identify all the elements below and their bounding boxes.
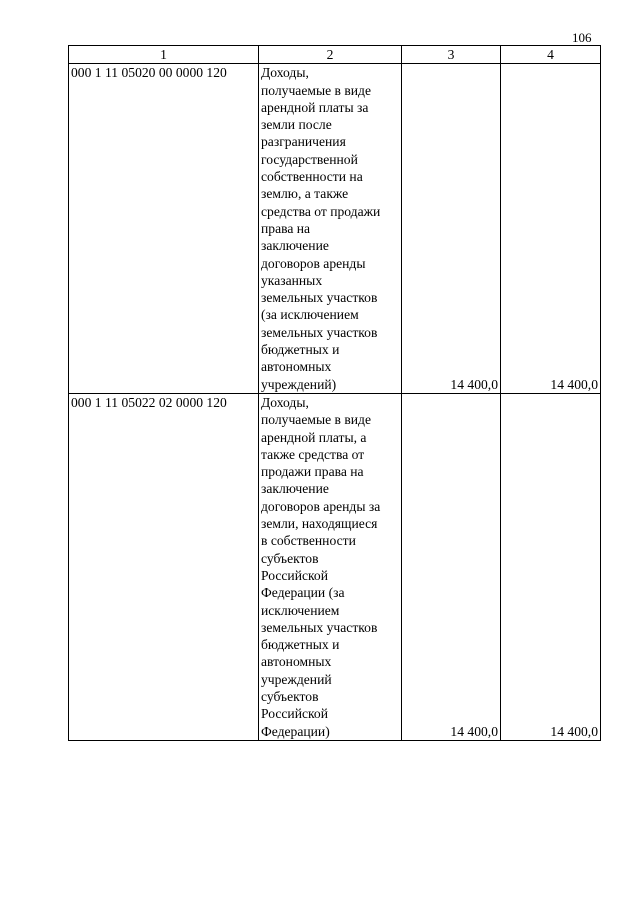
row-name-line: Российской	[261, 567, 328, 583]
row-name-line: субъектов	[261, 688, 319, 704]
column-header-1: 1	[69, 46, 259, 64]
row-name	[259, 393, 402, 740]
row-name-line: разграничения	[261, 134, 346, 150]
row-name	[259, 64, 402, 394]
row-name-line: заключение	[261, 481, 329, 497]
row-value-4: 14 400,0	[501, 393, 601, 740]
row-name-line: указанных	[261, 272, 323, 288]
row-name-line: субъектов	[261, 550, 319, 566]
row-name-line: земли после	[261, 117, 332, 133]
row-name-line: земельных участков	[261, 290, 378, 306]
row-name-line: получаемые в виде	[261, 82, 372, 98]
row-name-line: земельных участков	[261, 324, 378, 340]
page-number: 106	[572, 30, 592, 45]
column-header-2: 2	[259, 46, 402, 64]
row-name-line: земли, находящиеся	[261, 516, 378, 532]
row-name-line: права на	[261, 220, 311, 236]
row-name-line: продажи права на	[261, 464, 364, 480]
row-name-line: Доходы,	[261, 65, 309, 81]
table-body	[69, 64, 601, 741]
row-name-line: бюджетных и	[261, 342, 340, 358]
row-name-line: автономных	[261, 359, 332, 375]
row-name-line: землю, а также	[261, 186, 349, 202]
row-name-line: бюджетных и	[261, 637, 340, 653]
row-name-line: в собственности	[261, 533, 356, 549]
row-name-line: Доходы,	[261, 394, 309, 410]
row-value-4: 14 400,0	[501, 64, 601, 394]
table-row	[69, 64, 601, 394]
row-name-line: арендной платы за	[261, 99, 369, 115]
row-name-line: арендной платы, а	[261, 429, 367, 445]
row-name-line: Федерации (за	[261, 585, 345, 601]
row-code: 000 1 11 05022 02 0000 120	[69, 393, 259, 740]
row-name-line: учреждений	[261, 671, 332, 687]
row-name-line: средства от продажи	[261, 203, 381, 219]
row-code: 000 1 11 05020 00 0000 120	[69, 64, 259, 394]
row-name-line: исключением	[261, 602, 340, 618]
row-name-line: Российской	[261, 706, 328, 722]
column-header-3: 3	[402, 46, 501, 64]
row-name-line: получаемые в виде	[261, 412, 372, 428]
row-name-line: договоров аренды за	[261, 498, 381, 514]
row-name-line: (за исключением	[261, 307, 359, 323]
row-name-line: государственной	[261, 151, 358, 167]
header-row	[69, 46, 601, 64]
table-header	[69, 46, 601, 64]
row-name-line: договоров аренды	[261, 255, 366, 271]
table-row	[69, 393, 601, 740]
row-value-3: 14 400,0	[402, 64, 501, 394]
row-name-line: учреждений)	[261, 376, 337, 392]
row-name-line: автономных	[261, 654, 332, 670]
row-value-3: 14 400,0	[402, 393, 501, 740]
row-name-line: заключение	[261, 238, 329, 254]
row-name-line: собственности на	[261, 169, 363, 185]
row-name-line: также средства от	[261, 446, 365, 462]
row-name-line: земельных участков	[261, 619, 378, 635]
column-header-4: 4	[501, 46, 601, 64]
row-name-line: Федерации)	[261, 723, 330, 739]
budget-table	[68, 45, 601, 741]
